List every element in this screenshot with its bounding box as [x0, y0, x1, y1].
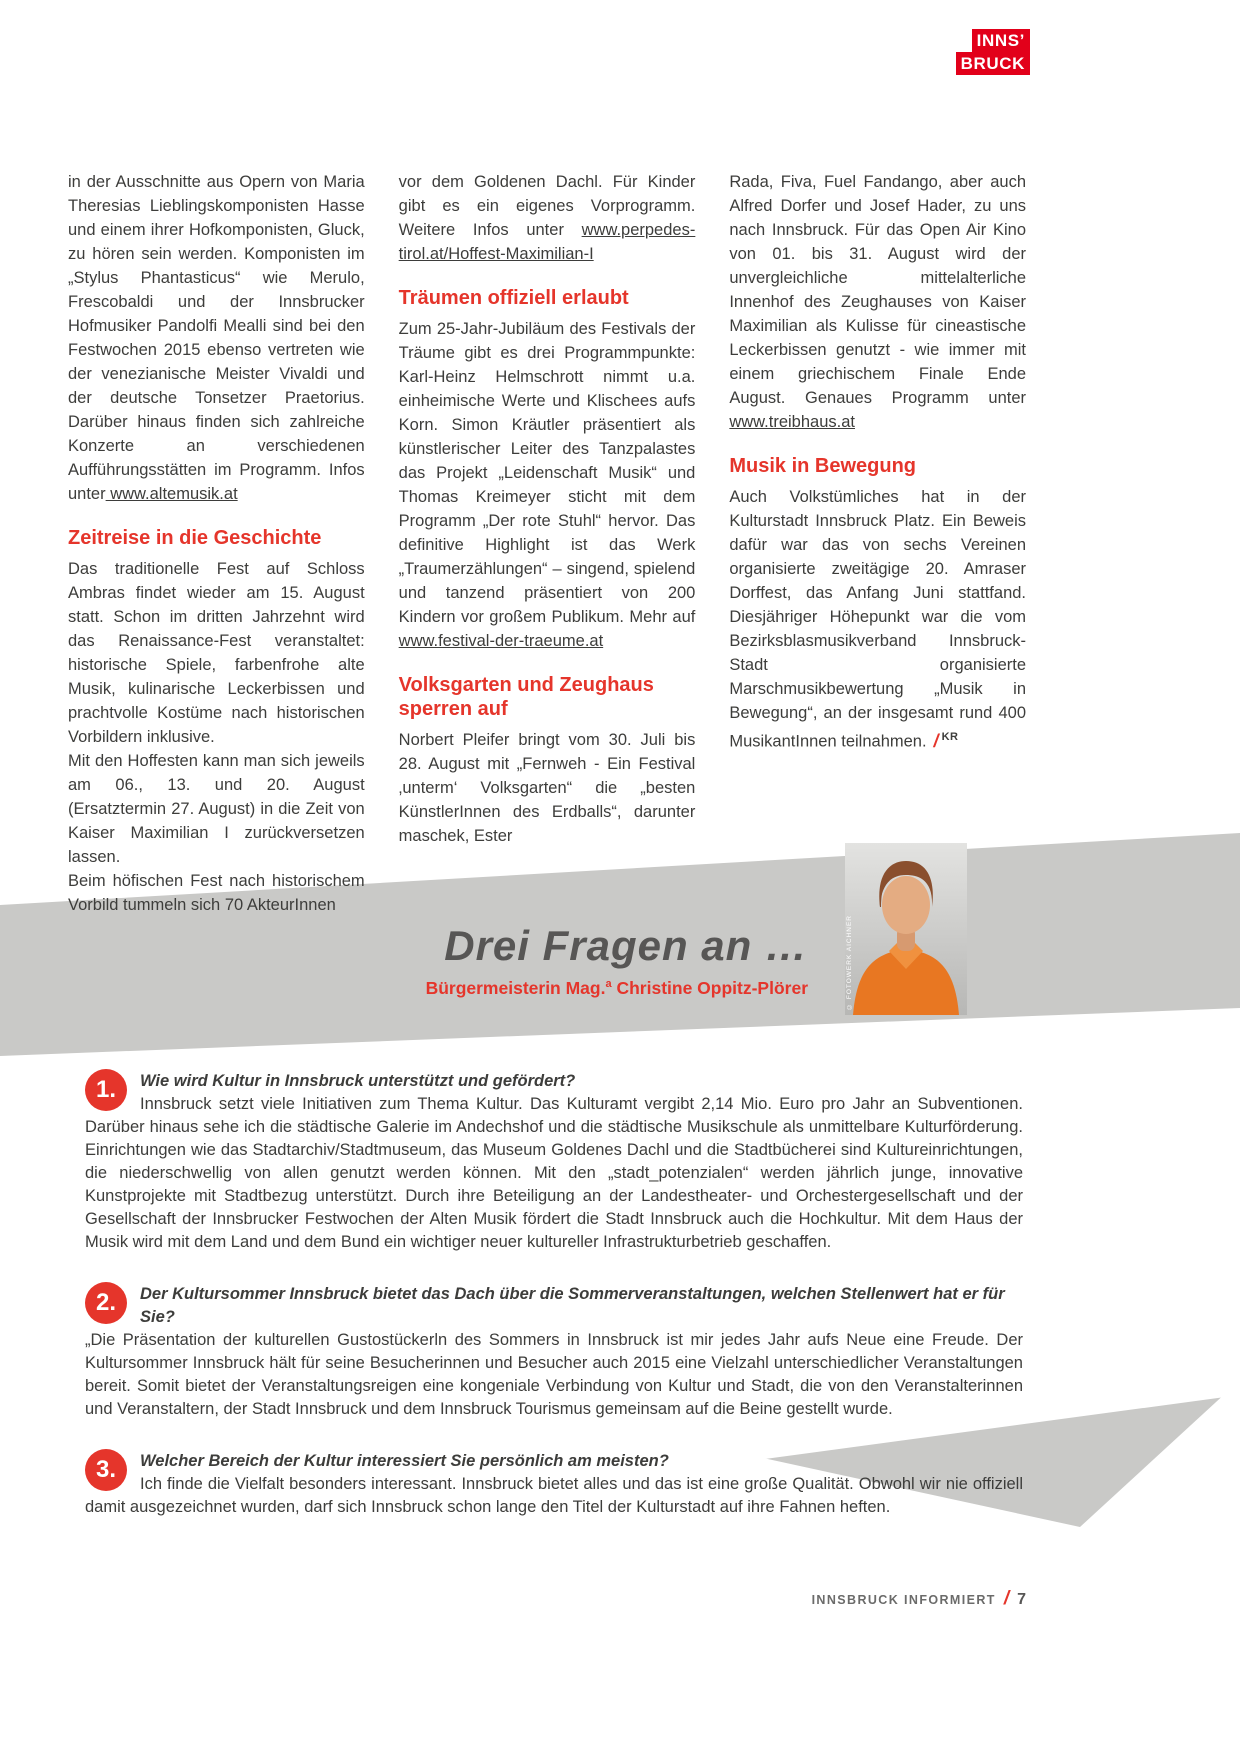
qa-item-3	[85, 1448, 1023, 1519]
link-festival-der-traeume[interactable]: www.festival-der-traeume.at	[398, 632, 604, 650]
paragraph	[68, 170, 365, 506]
author-slash-mark: /	[933, 730, 939, 751]
subtitle-superscript: a	[605, 978, 612, 991]
paragraph: Norbert Pleifer bringt vom 30. Juli bis 28. August mit „Fernweh - Ein Festival ‚unterm‘ Volksgarten“ die „besten KünstlerInnen des Erdballs“, darunter maschek, Ester	[398, 731, 696, 845]
qa-section	[85, 1068, 1023, 1546]
paragraph: Mit den Hoffesten kann man sich jeweils am 06., 13. und 20. August (Ersatztermin 27. August) in die Zeit von Kaiser Maximilian I zurückversetzen lassen.	[68, 752, 365, 866]
section-heading-traeumen: Träumen offiziell erlaubt	[398, 287, 629, 309]
article-columns	[68, 170, 1026, 917]
question-number-badge: 2.	[85, 1282, 127, 1324]
paragraph-text: Auch Volkstümliches hat in der Kulturstadt Innsbruck Platz. Ein Beweis dafür war das von sechs Vereinen organisierte zweitägige 20. Amraser Dorffest, das Anfang Juni stattfand. Diesjähriger Höhepunkt war die vom Bezirksblasmusikverband Innsbruck-Stadt organisierte Marschmusikbewertung „Musik in Bewegung“, an der insgesamt rund 400 MusikantInnen teilnahmen.	[729, 488, 1027, 751]
qa-item-2	[85, 1281, 1023, 1421]
interview-title: Drei Fragen an …	[444, 922, 808, 969]
footer-slash-icon: /	[1003, 1588, 1010, 1609]
logo-line-inns: INNS’	[972, 29, 1030, 52]
section-heading-volksgarten: Volksgarten und Zeughaus sperren auf	[398, 674, 654, 720]
question-answer: Ich finde die Vielfalt besonders interessant. Innsbruck bietet alles und das ist eine große Qualität. Obwohl wir nie offiziell damit ausgezeichnet wurden, darf sich Innsbruck schon lange den Titel der Kulturstadt auf ihre Fahnen heften.	[85, 1475, 1023, 1516]
question-title: Wie wird Kultur in Innsbruck unterstützt und gefördert?	[140, 1072, 576, 1090]
question-number-badge: 3.	[85, 1449, 127, 1491]
link-perpedes[interactable]: www.perpedes-tirol.at/Hoffest-Maximilian-I	[398, 221, 696, 263]
interview-subtitle	[426, 978, 808, 999]
author-initials: KR	[941, 731, 959, 743]
paragraph: Beim höfischen Fest nach historischem Vorbild tummeln sich 70 AkteurInnen	[68, 872, 365, 914]
link-treibhaus[interactable]: www.treibhaus.at	[729, 413, 855, 431]
paragraph: Das traditionelle Fest auf Schloss Ambras findet wieder am 15. August statt. Schon im dritten Jahrzehnt wird das Renaissance-Fest veranstaltet: historische Spiele, farbenfrohe alte Musik, kulinarische Leckerbissen und prachtvolle Kostüme nach historischen Vorbildern inklusive.	[68, 560, 365, 746]
footer-magazine-name: INNSBRUCK INFORMIERT	[811, 1593, 996, 1607]
link-altemusik[interactable]: www.altemusik.at	[105, 485, 238, 503]
section-heading-zeitreise: Zeitreise in die Geschichte	[68, 527, 322, 549]
logo-line-bruck: BRUCK	[956, 52, 1030, 75]
paragraph-text: vor dem Goldenen Dachl. Für Kinder gibt es ein eigenes Vorprogramm. Weitere Infos unter	[398, 173, 696, 239]
paragraph-text: Zum 25-Jahr-Jubiläum des Festivals der Träume gibt es drei Programmpunkte: Karl-Heinz Helmschrott nimmt u.a. einheimische Werte und Klischees aufs Korn. Simon Kräutler präsentiert als künstlerischer Leiter des Tanzpalastes das Projekt „Leidenschaft Musik“ und Thomas Kreimeyer sticht mit dem Programm „Der rote Stuhl“ hervor. Das definitive Highlight ist das Werk „Traumerzählungen“ – singend, spielend und tanzend präsentiert von 200 Kindern vor großem Publikum. Mehr auf	[398, 320, 696, 626]
question-answer: Innsbruck setzt viele Initiativen zum Thema Kultur. Das Kulturamt vergibt 2,14 Mio. Euro pro Jahr an Subventionen. Darüber hinaus sehe ich die städtische Galerie im Andechshof und die städtische Musikschule als unmittelbare Kulturförderung. Einrichtungen wie das Stadtarchiv/Stadtmuseum, das Museum Goldenes Dachl und die Stadtbücherei sind Kultureinrichtungen, die niederschwellig von allen genutzt werden können. Mit den „stadt_potenzialen“ werden jährlich junge, innovative Kunstprojekte mit Stadtbezug unterstützt. Durch ihre Beteiligung an der Landestheater- und Orchestergesellschaft und der Gesellschaft der Innsbrucker Festwochen der Alten Musik fördert die Stadt Innsbruck auch die Hochkultur. Mit dem Haus der Musik wird mit dem Land und dem Bund ein wichtiger neuer kultureller Infrastrukturbetrieb geschaffen.	[85, 1095, 1023, 1251]
section-heading-musik-in-bewegung: Musik in Bewegung	[729, 455, 917, 477]
photo-credit: © FOTOWERK AICHNER	[846, 915, 853, 1010]
article-column-2	[399, 170, 696, 917]
paragraph-text: Rada, Fiva, Fuel Fandango, aber auch Alfred Dorfer und Josef Hader, zu uns nach Innsbruck. Für das Open Air Kino von 01. bis 31. August wird der unvergleichliche mittelalterliche Innenhof des Zeughauses von Kaiser Maximilian als Kulisse für cineastische Leckerbissen genutzt - wie immer mit einem griechischem Finale Ende August. Genaues Programm unter	[729, 173, 1027, 407]
footer-page-number: 7	[1017, 1591, 1026, 1608]
paragraph	[399, 170, 696, 266]
paragraph	[399, 317, 696, 653]
paragraph	[729, 485, 1026, 754]
portrait-photo	[845, 843, 967, 1015]
subtitle-text: Bürgermeisterin Mag.	[425, 978, 606, 998]
paragraph-text: in der Ausschnitte aus Opern von Maria Theresias Lieblingskomponisten Hasse und einem ihrer Hofkomponisten, Gluck, zu hören sein werden. Komponisten im „Stylus Phantasticus“ wie Merulo, Frescobaldi und der Innsbrucker Hofmusiker Pandolfi Mealli sind bei den Festwochen 2015 ebenso vertreten wie der venezianische Meister Vivaldi und der deutsche Tonsetzer Praetorius. Darüber hinaus finden sich zahlreiche Konzerte an verschiedenen Aufführungsstätten im Programm. Infos unter	[68, 173, 365, 503]
portrait-photo-graphic	[845, 843, 967, 1015]
question-answer: „Die Präsentation der kulturellen Gustostückerln des Sommers in Innsbruck ist mir jedes Jahr aufs Neue eine Freude. Der Kultursommer Innsbruck hält für seine Besucherinnen und Besucher auch 2015 eine Vielzahl unterschiedlicher Veranstaltungen bereit. Somit bietet der Veranstaltungsreigen eine kongeniale Verbindung von Kultur und Stadt, die von den Veranstalterinnen und Veranstaltern, der Stadt Innsbruck und dem Innsbruck Tourismus gemeinsam auf die Beine gestellt wurde.	[85, 1331, 1023, 1418]
qa-item-1	[85, 1068, 1023, 1254]
question-title: Der Kultursommer Innsbruck bietet das Dach über die Sommerveranstaltungen, welchen Stellenwert hat er für Sie?	[140, 1285, 1005, 1326]
page-footer	[812, 1588, 1026, 1610]
question-title: Welcher Bereich der Kultur interessiert Sie persönlich am meisten?	[140, 1452, 669, 1470]
subtitle-text: Christine Oppitz-Plörer	[611, 978, 808, 998]
article-column-1	[68, 170, 365, 917]
paragraph	[729, 170, 1026, 434]
question-number-badge: 1.	[85, 1069, 127, 1111]
innsbruck-logo	[956, 29, 1030, 75]
article-column-3	[729, 170, 1026, 917]
interview-header	[426, 922, 808, 999]
